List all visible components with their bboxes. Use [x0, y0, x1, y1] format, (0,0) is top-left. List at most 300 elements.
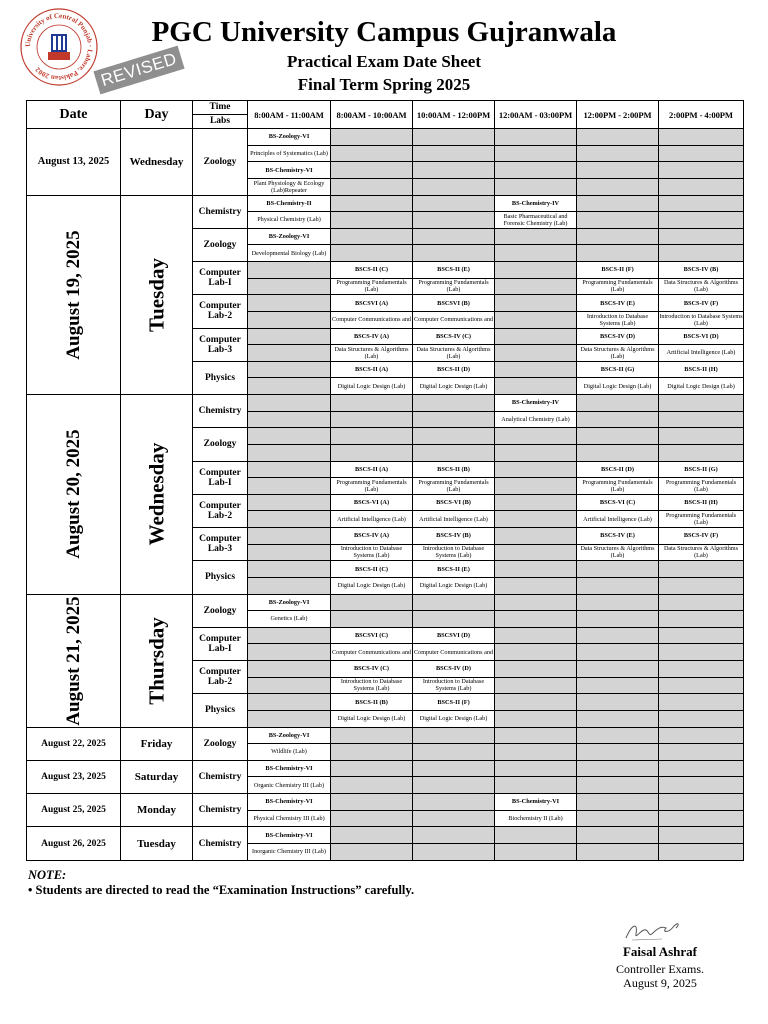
course-name: Artificial Intelligence (Lab) — [331, 511, 413, 528]
empty-slot — [331, 843, 413, 860]
empty-slot — [248, 710, 331, 727]
header-slot: 10:00AM - 12:00PM — [413, 101, 495, 129]
empty-slot — [659, 577, 744, 594]
empty-slot — [495, 561, 577, 578]
empty-slot — [495, 361, 577, 378]
empty-slot — [248, 478, 331, 495]
empty-slot — [577, 710, 659, 727]
course-name: Digital Logic Design (Lab) — [331, 378, 413, 395]
empty-slot — [495, 544, 577, 561]
empty-slot — [495, 710, 577, 727]
empty-slot — [248, 561, 331, 578]
class-name: BSCS-IV (E) — [577, 528, 659, 545]
empty-slot — [577, 428, 659, 445]
course-name: Computer Communications and — [413, 644, 495, 661]
lab-cell: Zoology — [193, 594, 248, 627]
course-name: Programming Fundamentals (Lab) — [659, 511, 744, 528]
lab-cell: Zoology — [193, 228, 248, 261]
date-cell: August 23, 2025 — [27, 760, 121, 793]
course-name: Wildlife (Lab) — [248, 744, 331, 761]
empty-slot — [331, 727, 413, 744]
empty-slot — [331, 411, 413, 428]
empty-slot — [659, 810, 744, 827]
empty-slot — [495, 594, 577, 611]
course-name: Introduction to Database Systems (Lab) — [413, 677, 495, 694]
empty-slot — [577, 777, 659, 794]
empty-slot — [248, 544, 331, 561]
empty-slot — [659, 827, 744, 844]
class-name: BSCS-IV (F) — [659, 295, 744, 312]
date-cell — [27, 395, 121, 595]
signature — [622, 918, 684, 944]
empty-slot — [248, 694, 331, 711]
class-name: BSCS-IV (D) — [577, 328, 659, 345]
class-name: BSCS-II (C) — [331, 262, 413, 279]
empty-slot — [495, 777, 577, 794]
empty-slot — [248, 361, 331, 378]
day-cell: Monday — [121, 794, 193, 827]
empty-slot — [413, 794, 495, 811]
course-name: Programming Fundamentals (Lab) — [413, 478, 495, 495]
empty-slot — [577, 178, 659, 195]
empty-slot — [413, 245, 495, 262]
signatory-name: Faisal Ashraf — [622, 944, 698, 959]
empty-slot — [495, 661, 577, 678]
empty-slot — [659, 178, 744, 195]
class-name: BSCS-IV (D) — [413, 661, 495, 678]
empty-slot — [413, 411, 495, 428]
empty-slot — [577, 411, 659, 428]
table-row — [27, 827, 744, 844]
class-name: BS-Chemistry-VI — [495, 794, 577, 811]
header-slot: 8:00AM - 10:00AM — [331, 101, 413, 129]
class-name: BSCS-IV (E) — [577, 295, 659, 312]
table-row — [27, 794, 744, 811]
empty-slot — [659, 145, 744, 162]
empty-slot — [495, 727, 577, 744]
course-name: Programming Fundamentals (Lab) — [331, 478, 413, 495]
course-name: Introduction to Database Systems (Lab) — [331, 544, 413, 561]
empty-slot — [495, 145, 577, 162]
course-name: Introduction to Database Systems (Lab) — [331, 677, 413, 694]
empty-slot — [659, 727, 744, 744]
empty-slot — [495, 627, 577, 644]
empty-slot — [331, 195, 413, 212]
empty-slot — [248, 461, 331, 478]
course-name: Computer Communications and — [413, 311, 495, 328]
course-name: Basic Pharmaceutical and Forensic Chemistry (Lab) — [495, 212, 577, 229]
empty-slot — [331, 212, 413, 229]
empty-slot — [495, 611, 577, 628]
lab-cell: Computer Lab-3 — [193, 328, 248, 361]
day-cell: Saturday — [121, 760, 193, 793]
empty-slot — [413, 395, 495, 412]
lab-cell: Chemistry — [193, 395, 248, 428]
class-name: BSCS-II (A) — [331, 461, 413, 478]
empty-slot — [413, 444, 495, 461]
empty-slot — [495, 178, 577, 195]
empty-slot — [659, 212, 744, 229]
class-name: BSCS-IV (A) — [331, 328, 413, 345]
empty-slot — [495, 511, 577, 528]
class-name: BSCSVI (A) — [331, 295, 413, 312]
empty-slot — [248, 511, 331, 528]
header-time: Time — [193, 101, 248, 115]
empty-slot — [495, 345, 577, 362]
date-cell: August 25, 2025 — [27, 794, 121, 827]
empty-slot — [659, 710, 744, 727]
day-cell — [121, 594, 193, 727]
lab-cell: Chemistry — [193, 760, 248, 793]
empty-slot — [659, 162, 744, 179]
course-name: Developmental Biology (Lab) — [248, 245, 331, 262]
class-name: BS-Chemistry-VI — [248, 794, 331, 811]
date-cell: August 22, 2025 — [27, 727, 121, 760]
empty-slot — [659, 129, 744, 146]
course-name: Computer Communications and — [331, 644, 413, 661]
class-name: BS-Chemistry-VI — [248, 827, 331, 844]
course-name: Physical Chemistry (Lab) — [248, 212, 331, 229]
course-name: Inorganic Chemistry III (Lab) — [248, 843, 331, 860]
revised-badge: REVISED — [93, 46, 184, 95]
empty-slot — [495, 694, 577, 711]
empty-slot — [495, 245, 577, 262]
date-cell — [27, 195, 121, 395]
empty-slot — [413, 129, 495, 146]
empty-slot — [495, 843, 577, 860]
date-text: August 21, 2025 — [62, 595, 84, 726]
empty-slot — [577, 594, 659, 611]
course-name: Digital Logic Design (Lab) — [413, 378, 495, 395]
note-text: • Students are directed to read the “Examination Instructions” carefully. — [28, 883, 415, 897]
lab-cell: Physics — [193, 361, 248, 394]
empty-slot — [577, 677, 659, 694]
course-name: Digital Logic Design (Lab) — [331, 577, 413, 594]
class-name: BSCS-IV (B) — [413, 528, 495, 545]
empty-slot — [577, 661, 659, 678]
header-date: Date — [27, 101, 121, 129]
date-cell: August 26, 2025 — [27, 827, 121, 861]
empty-slot — [248, 528, 331, 545]
empty-slot — [577, 694, 659, 711]
empty-slot — [413, 212, 495, 229]
class-name: BS-Zoology-VI — [248, 594, 331, 611]
header-slot: 2:00PM - 4:00PM — [659, 101, 744, 129]
day-text: Wednesday — [144, 442, 168, 546]
course-name: Analytical Chemistry (Lab) — [495, 411, 577, 428]
class-name: BSCS-II (H) — [659, 494, 744, 511]
class-name: BS-Chemistry-II — [248, 195, 331, 212]
empty-slot — [413, 195, 495, 212]
lab-cell: Chemistry — [193, 195, 248, 228]
table-row — [27, 195, 744, 212]
empty-slot — [248, 345, 331, 362]
lab-cell: Chemistry — [193, 794, 248, 827]
course-name: Digital Logic Design (Lab) — [577, 378, 659, 395]
empty-slot — [659, 843, 744, 860]
class-name: BSCS-IV (C) — [413, 328, 495, 345]
empty-slot — [659, 677, 744, 694]
empty-slot — [413, 428, 495, 445]
header-day: Day — [121, 101, 193, 129]
class-name: BSCS-VI (D) — [659, 328, 744, 345]
day-cell — [121, 395, 193, 595]
class-name: BSCS-VI (B) — [413, 494, 495, 511]
empty-slot — [413, 611, 495, 628]
empty-slot — [413, 162, 495, 179]
empty-slot — [413, 178, 495, 195]
empty-slot — [331, 760, 413, 777]
course-name: Data Structures & Algorithms (Lab) — [413, 345, 495, 362]
course-name: Programming Fundamentals (Lab) — [577, 478, 659, 495]
empty-slot — [413, 760, 495, 777]
class-name: BS-Zoology-VI — [248, 129, 331, 146]
page-subtitle: Practical Exam Date Sheet — [286, 52, 482, 71]
empty-slot — [248, 677, 331, 694]
date-cell: August 13, 2025 — [27, 129, 121, 196]
class-name: BSCS-IV (B) — [659, 262, 744, 279]
course-name: Data Structures & Algorithms (Lab) — [659, 544, 744, 561]
course-name: Digital Logic Design (Lab) — [331, 710, 413, 727]
empty-slot — [577, 395, 659, 412]
day-text: Tuesday — [144, 257, 168, 332]
class-name: BSCS-II (B) — [331, 694, 413, 711]
empty-slot — [577, 212, 659, 229]
empty-slot — [495, 677, 577, 694]
lab-cell: Computer Lab-3 — [193, 528, 248, 561]
empty-slot — [659, 395, 744, 412]
empty-slot — [248, 627, 331, 644]
empty-slot — [577, 644, 659, 661]
course-name: Data Structures & Algorithms (Lab) — [577, 345, 659, 362]
empty-slot — [577, 744, 659, 761]
empty-slot — [413, 228, 495, 245]
class-name: BSCS-II (G) — [577, 361, 659, 378]
empty-slot — [495, 744, 577, 761]
empty-slot — [331, 744, 413, 761]
empty-slot — [495, 577, 577, 594]
class-name: BSCS-II (G) — [659, 461, 744, 478]
course-name: Artificial Intelligence (Lab) — [659, 345, 744, 362]
empty-slot — [659, 611, 744, 628]
empty-slot — [577, 727, 659, 744]
course-name: Digital Logic Design (Lab) — [413, 577, 495, 594]
course-name: Programming Fundamentals (Lab) — [331, 278, 413, 295]
empty-slot — [495, 644, 577, 661]
lab-cell: Computer Lab-I — [193, 627, 248, 660]
empty-slot — [659, 794, 744, 811]
empty-slot — [331, 810, 413, 827]
course-name: Introduction to Database Systems (Lab) — [659, 312, 743, 327]
empty-slot — [331, 178, 413, 195]
empty-slot — [495, 478, 577, 495]
date-text: August 19, 2025 — [62, 230, 84, 360]
course-name: Digital Logic Design (Lab) — [413, 710, 495, 727]
empty-slot — [413, 744, 495, 761]
empty-slot — [659, 594, 744, 611]
empty-slot — [659, 428, 744, 445]
class-name: BS-Chemistry-IV — [495, 195, 577, 212]
empty-slot — [659, 760, 744, 777]
exam-date-sheet — [26, 100, 744, 861]
empty-slot — [248, 262, 331, 279]
lab-cell: Zoology — [193, 727, 248, 760]
empty-slot — [331, 794, 413, 811]
empty-slot — [577, 611, 659, 628]
empty-slot — [331, 129, 413, 146]
empty-slot — [495, 129, 577, 146]
date-text: August 20, 2025 — [62, 429, 84, 559]
empty-slot — [495, 162, 577, 179]
page-title: PGC University Campus Gujranwala — [151, 16, 617, 48]
course-name: Physical Chemistry III (Lab) — [248, 810, 331, 827]
empty-slot — [248, 328, 331, 345]
class-name: BSCS-IV (C) — [331, 661, 413, 678]
day-cell — [121, 195, 193, 395]
lab-cell: Physics — [193, 694, 248, 727]
empty-slot — [248, 577, 331, 594]
empty-slot — [248, 494, 331, 511]
course-name: Introduction to Database Systems (Lab) — [577, 311, 659, 328]
empty-slot — [495, 228, 577, 245]
lab-cell: Computer Lab-2 — [193, 661, 248, 694]
course-name: Programming Fundamentals (Lab) — [659, 478, 744, 495]
table-row — [27, 760, 744, 777]
empty-slot — [659, 627, 744, 644]
empty-slot — [413, 727, 495, 744]
empty-slot — [577, 228, 659, 245]
empty-slot — [248, 428, 331, 445]
empty-slot — [248, 644, 331, 661]
table-row — [27, 727, 744, 744]
empty-slot — [413, 843, 495, 860]
empty-slot — [495, 444, 577, 461]
empty-slot — [577, 129, 659, 146]
empty-slot — [577, 444, 659, 461]
course-name: Principles of Systematics (Lab) — [248, 145, 331, 162]
term-subtitle: Final Term Spring 2025 — [297, 75, 471, 94]
lab-cell: Computer Lab-I — [193, 262, 248, 295]
empty-slot — [248, 444, 331, 461]
course-name: Data Structures & Algorithms (Lab) — [659, 278, 744, 295]
empty-slot — [577, 145, 659, 162]
empty-slot — [248, 411, 331, 428]
header-slot: 12:00AM - 03:00PM — [495, 101, 577, 129]
lab-cell: Physics — [193, 561, 248, 594]
class-name: BSCS-VI (A) — [331, 494, 413, 511]
empty-slot — [248, 378, 331, 395]
empty-slot — [577, 245, 659, 262]
lab-cell: Chemistry — [193, 827, 248, 861]
course-name: Data Structures & Algorithms (Lab) — [577, 544, 659, 561]
empty-slot — [577, 195, 659, 212]
empty-slot — [331, 395, 413, 412]
class-name: BS-Chemistry-VI — [248, 760, 331, 777]
empty-slot — [413, 777, 495, 794]
class-name: BSCS-II (D) — [577, 461, 659, 478]
date-cell — [27, 594, 121, 727]
empty-slot — [495, 428, 577, 445]
course-name: Programming Fundamentals (Lab) — [577, 278, 659, 295]
course-name: Digital Logic Design (Lab) — [659, 378, 744, 395]
course-name: Organic Chemistry III (Lab) — [248, 777, 331, 794]
table-row — [27, 129, 744, 146]
empty-slot — [659, 694, 744, 711]
empty-slot — [331, 827, 413, 844]
empty-slot — [659, 195, 744, 212]
lab-cell: Zoology — [193, 428, 248, 461]
class-name: BSCS-II (E) — [413, 561, 495, 578]
empty-slot — [659, 245, 744, 262]
class-name: BSCSVI (B) — [413, 295, 495, 312]
empty-slot — [577, 760, 659, 777]
lab-cell: Zoology — [193, 129, 248, 196]
empty-slot — [495, 528, 577, 545]
class-name: BSCS-VI (C) — [577, 494, 659, 511]
class-name: BSCS-II (C) — [331, 561, 413, 578]
empty-slot — [413, 145, 495, 162]
note-label: NOTE: — [28, 868, 67, 882]
course-name: Biochemistry II (Lab) — [495, 810, 577, 827]
class-name: BSCS-II (F) — [577, 262, 659, 279]
course-name: Data Structures & Algorithms (Lab) — [331, 345, 413, 362]
class-name: BS-Zoology-VI — [248, 727, 331, 744]
empty-slot — [248, 661, 331, 678]
empty-slot — [331, 594, 413, 611]
empty-slot — [331, 228, 413, 245]
empty-slot — [659, 411, 744, 428]
empty-slot — [331, 145, 413, 162]
empty-slot — [248, 311, 331, 328]
day-cell: Tuesday — [121, 827, 193, 861]
class-name: BSCS-IV (A) — [331, 528, 413, 545]
course-name: Computer Communications and — [331, 311, 413, 328]
empty-slot — [577, 827, 659, 844]
logo-text: University of Central Punjab · Lahore, Pakistan 2002 — [23, 11, 95, 83]
empty-slot — [659, 444, 744, 461]
empty-slot — [659, 228, 744, 245]
empty-slot — [495, 378, 577, 395]
course-name: Artificial Intelligence (Lab) — [577, 511, 659, 528]
class-name: BSCSVI (C) — [331, 627, 413, 644]
lab-cell: Computer Lab-2 — [193, 494, 248, 527]
class-name: BS-Chemistry-VI — [248, 162, 331, 179]
empty-slot — [331, 428, 413, 445]
empty-slot — [495, 311, 577, 328]
empty-slot — [248, 278, 331, 295]
table-row — [27, 395, 744, 412]
empty-slot — [495, 760, 577, 777]
empty-slot — [413, 827, 495, 844]
empty-slot — [495, 494, 577, 511]
empty-slot — [659, 561, 744, 578]
class-name: BSCS-II (D) — [413, 361, 495, 378]
header-labs: Labs — [193, 115, 248, 129]
empty-slot — [659, 644, 744, 661]
class-name: BSCS-IV (F) — [659, 528, 744, 545]
empty-slot — [495, 328, 577, 345]
empty-slot — [495, 295, 577, 312]
class-name: BS-Chemistry-IV — [495, 395, 577, 412]
header-slot: 8:00AM - 11:00AM — [248, 101, 331, 129]
course-name: Genetics (Lab) — [248, 611, 331, 628]
empty-slot — [495, 827, 577, 844]
empty-slot — [577, 162, 659, 179]
empty-slot — [248, 295, 331, 312]
class-name: BSCSVI (D) — [413, 627, 495, 644]
class-name: BSCS-II (H) — [659, 361, 744, 378]
lab-cell: Computer Lab-2 — [193, 295, 248, 328]
